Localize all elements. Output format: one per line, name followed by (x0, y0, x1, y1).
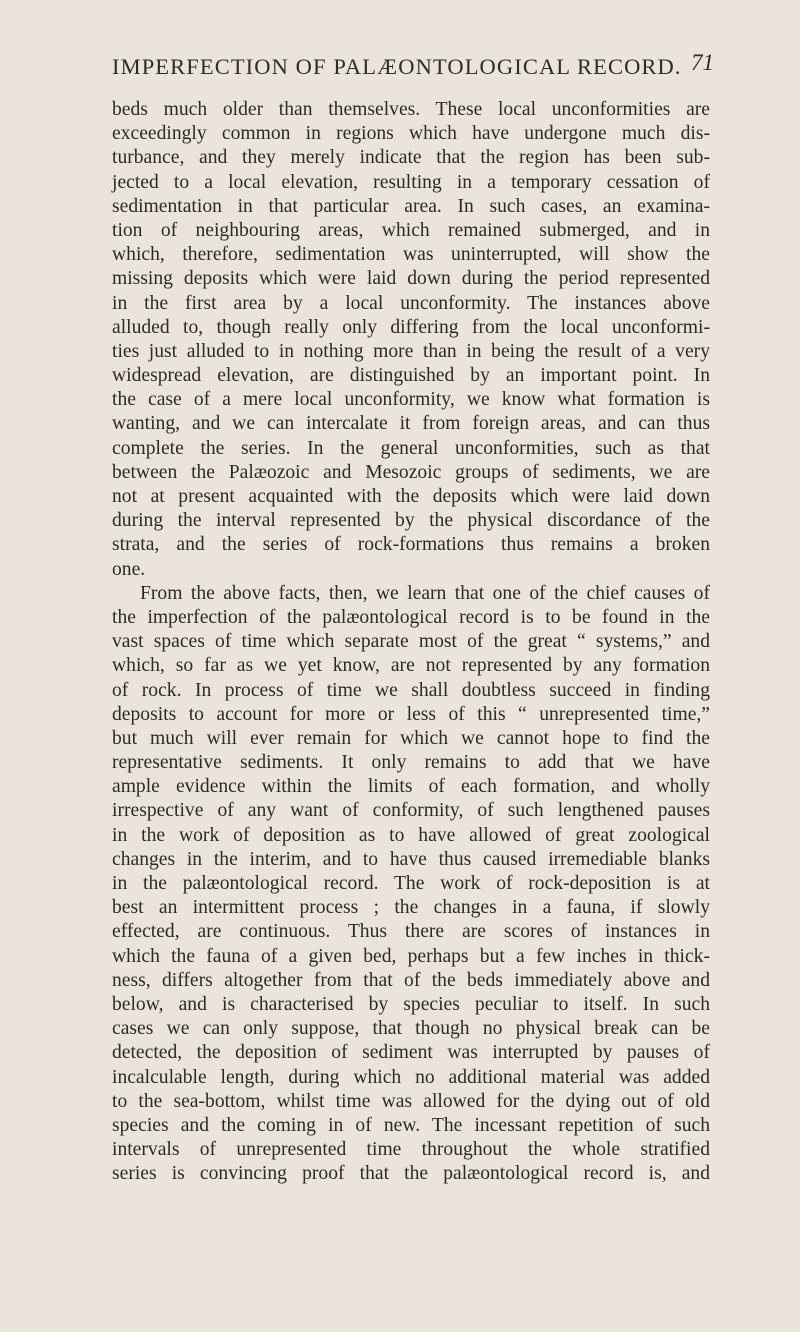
text-line: during the interval represented by the physical discordance of the (112, 510, 710, 532)
text-line: the imperfection of the palæontological record is to be found in the (112, 606, 710, 628)
text-line: missing deposits which were laid down during the period represented (112, 268, 710, 290)
text-line: complete the series. In the general unconformities, such as that (112, 437, 710, 459)
text-line: ties just alluded to in nothing more than in being the result of a very (112, 340, 710, 362)
text-line: From the above facts, then, we learn that one of the chief causes of (140, 582, 710, 604)
text-line: below, and is characterised by species peculiar to itself. In such (112, 993, 710, 1015)
text-line: to the sea-bottom, whilst time was allowed for the dying out of old (112, 1090, 710, 1112)
body-text (112, 98, 710, 1186)
page-number: 71 (691, 50, 714, 75)
text-line: representative sediments. It only remains to add that we have (112, 752, 710, 774)
text-line: widespread elevation, are distinguished by an important point. In (112, 365, 710, 387)
text-line: in the palæontological record. The work of rock-deposition is at (112, 873, 710, 894)
text-line: ample evidence within the limits of each formation, and wholly (112, 776, 710, 798)
text-line: changes in the interim, and to have thus caused irremediable blanks (112, 848, 710, 870)
text-line: best an intermittent process ; the changes in a fauna, if slowly (112, 897, 710, 919)
text-line: incalculable length, during which no additional material was added (112, 1066, 710, 1088)
running-title: IMPERFECTION OF PALÆONTOLOGICAL RECORD. (112, 54, 682, 79)
text-line: which the fauna of a given bed, perhaps but a few inches in thick- (112, 945, 710, 967)
text-line: jected to a local elevation, resulting in a temporary cessation of (112, 171, 710, 193)
text-line: alluded to, though really only differing from the local unconformi- (112, 316, 710, 338)
text-line: detected, the deposition of sediment was interrupted by pauses of (112, 1042, 710, 1064)
text-line: turbance, and they merely indicate that the region has been sub- (112, 147, 710, 169)
text-line: of rock. In process of time we shall doubtless succeed in finding (112, 679, 710, 701)
paragraph (112, 582, 710, 1187)
paragraph (112, 98, 710, 582)
text-line: which, so far as we yet know, are not represented by any formation (112, 655, 710, 677)
text-line: exceedingly common in regions which have undergone much dis- (112, 123, 710, 145)
text-line: wanting, and we can intercalate it from foreign areas, and can thus (112, 413, 710, 435)
text-line: but much will ever remain for which we cannot hope to find the (112, 727, 710, 749)
text-line: one. (112, 558, 146, 580)
text-line: series is convincing proof that the palæontological record is, and (112, 1163, 710, 1185)
text-line: tion of neighbouring areas, which remained submerged, and in (112, 219, 710, 241)
text-line: cases we can only suppose, that though no physical break can be (112, 1018, 710, 1040)
text-line: not at present acquainted with the deposits which were laid down (112, 486, 710, 507)
text-line: beds much older than themselves. These local unconformities are (112, 99, 710, 120)
text-line: ness, differs altogether from that of the beds immediately above and (112, 969, 710, 991)
running-head (112, 50, 714, 84)
text-line: species and the coming in of new. The incessant repetition of such (112, 1114, 710, 1136)
text-line: in the first area by a local unconformity. The instances above (112, 292, 710, 314)
text-line: between the Palæozoic and Mesozoic groups of sediments, we are (112, 461, 710, 483)
text-line: deposits to account for more or less of this “ unrepresented time,” (112, 703, 710, 725)
text-line: in the work of deposition as to have allowed of great zoological (112, 824, 710, 846)
text-line: effected, are continuous. Thus there are scores of instances in (112, 921, 710, 943)
text-line: which, therefore, sedimentation was uninterrupted, will show the (112, 244, 710, 266)
text-line: vast spaces of time which separate most of the great “ systems,” and (112, 631, 710, 653)
text-line: the case of a mere local unconformity, we know what formation is (112, 389, 710, 411)
text-line: sedimentation in that particular area. In such cases, an examina- (112, 195, 710, 217)
text-line: intervals of unrepresented time throughout the whole stratified (112, 1139, 710, 1161)
text-line: strata, and the series of rock-formations thus remains a broken (112, 534, 710, 556)
text-line: irrespective of any want of conformity, of such lengthened pauses (112, 800, 710, 822)
